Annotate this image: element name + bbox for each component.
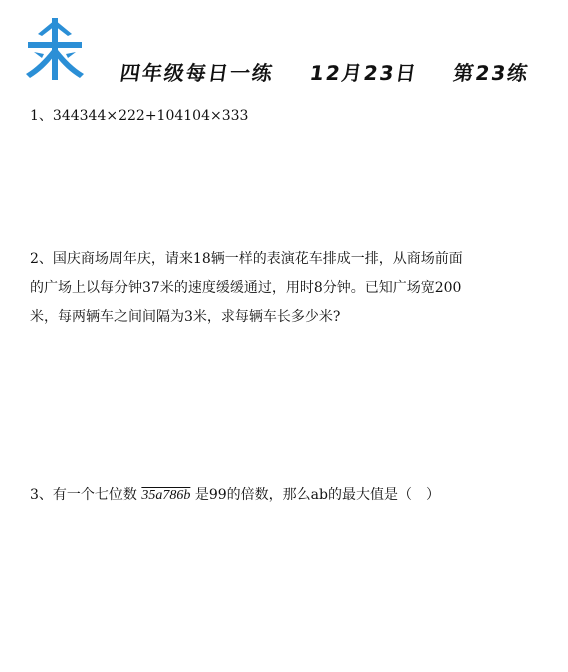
tree-logo-icon bbox=[24, 16, 86, 82]
header-title bbox=[100, 33, 535, 86]
question-number: 3、 bbox=[30, 487, 53, 503]
overlined-number: 35a786b bbox=[141, 488, 191, 503]
question-text-line: 2、国庆商场周年庆，请来18辆一样的表演花车排成一排，从商场前面 bbox=[30, 251, 463, 267]
question-text-line: 的广场上以每分钟37米的速度缓缓通过，用时8分钟。已知广场宽200 bbox=[30, 280, 462, 296]
page-title: 四年级每日一练 bbox=[118, 61, 276, 85]
practice-number: 第23练 bbox=[451, 61, 531, 85]
question-number: 2、 bbox=[30, 251, 53, 267]
question-number: 1、 bbox=[30, 108, 53, 124]
question-2 bbox=[30, 245, 463, 332]
question-3 bbox=[30, 481, 440, 510]
date-label: 12月23日 bbox=[308, 61, 420, 85]
question-text-line: 米，每两辆车之间间隔为3米，求每辆车长多少米? bbox=[30, 309, 341, 325]
question-text: 344344×222+104104×333 bbox=[52, 108, 249, 124]
question-1 bbox=[30, 102, 248, 131]
question-text: 是99的倍数，那么ab的最大值是（ ） bbox=[194, 487, 440, 503]
question-text: 有一个七位数 bbox=[52, 487, 137, 503]
